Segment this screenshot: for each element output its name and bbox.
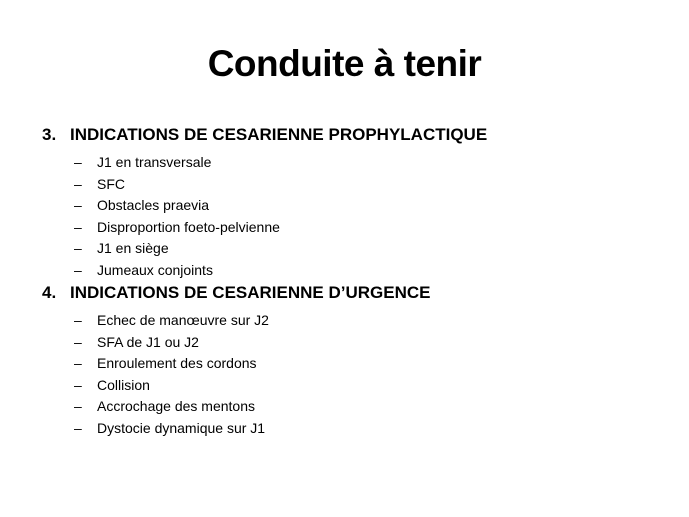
slide-title: Conduite à tenir bbox=[207, 43, 482, 84]
list-item bbox=[42, 152, 487, 174]
list-item bbox=[42, 332, 431, 354]
section-number: 4. bbox=[42, 283, 57, 302]
list-item-text: Jumeaux conjoints bbox=[97, 261, 213, 278]
list-item bbox=[42, 353, 431, 375]
list-item bbox=[42, 418, 431, 440]
indication-list bbox=[42, 152, 487, 282]
dash-bullet: – bbox=[74, 355, 82, 372]
list-item bbox=[42, 217, 487, 239]
list-item-text: Collision bbox=[97, 376, 150, 393]
list-item-text: Obstacles praevia bbox=[97, 197, 210, 214]
dash-bullet: – bbox=[74, 333, 82, 350]
section-prophylactic bbox=[42, 124, 487, 282]
list-item bbox=[42, 396, 431, 418]
dash-bullet: – bbox=[74, 376, 82, 393]
section-heading-text: INDICATIONS DE CESARIENNE PROPHYLACTIQUE bbox=[70, 125, 488, 144]
list-item-text: Echec de manœuvre sur J2 bbox=[97, 312, 269, 328]
list-item-text: Disproportion foeto-pelvienne bbox=[97, 218, 280, 235]
dash-bullet: – bbox=[74, 398, 82, 415]
list-item bbox=[42, 195, 487, 217]
dash-bullet: – bbox=[74, 312, 82, 328]
section-emergency bbox=[42, 282, 431, 440]
section-heading bbox=[42, 282, 431, 304]
dash-bullet: – bbox=[74, 240, 82, 257]
list-item-text: SFC bbox=[97, 175, 125, 192]
dash-bullet: – bbox=[74, 261, 82, 278]
list-item-text: Accrochage des mentons bbox=[97, 398, 255, 415]
list-item-text: J1 en transversale bbox=[97, 154, 212, 170]
dash-bullet: – bbox=[74, 419, 82, 436]
indication-list bbox=[42, 310, 431, 440]
section-heading-text: INDICATIONS DE CESARIENNE D’URGENCE bbox=[70, 283, 431, 302]
list-item-text: SFA de J1 ou J2 bbox=[97, 333, 199, 350]
list-item bbox=[42, 375, 431, 397]
dash-bullet: – bbox=[74, 175, 82, 192]
dash-bullet: – bbox=[74, 218, 82, 235]
list-item-text: J1 en siège bbox=[97, 240, 169, 257]
section-number: 3. bbox=[42, 125, 57, 144]
list-item-text: Enroulement des cordons bbox=[97, 355, 257, 372]
dash-bullet: – bbox=[74, 197, 82, 214]
list-item-text: Dystocie dynamique sur J1 bbox=[97, 419, 266, 436]
list-item bbox=[42, 174, 487, 196]
list-item bbox=[42, 238, 487, 260]
section-heading bbox=[42, 124, 487, 146]
list-item bbox=[42, 310, 431, 332]
dash-bullet: – bbox=[74, 154, 82, 170]
list-item bbox=[42, 260, 487, 282]
